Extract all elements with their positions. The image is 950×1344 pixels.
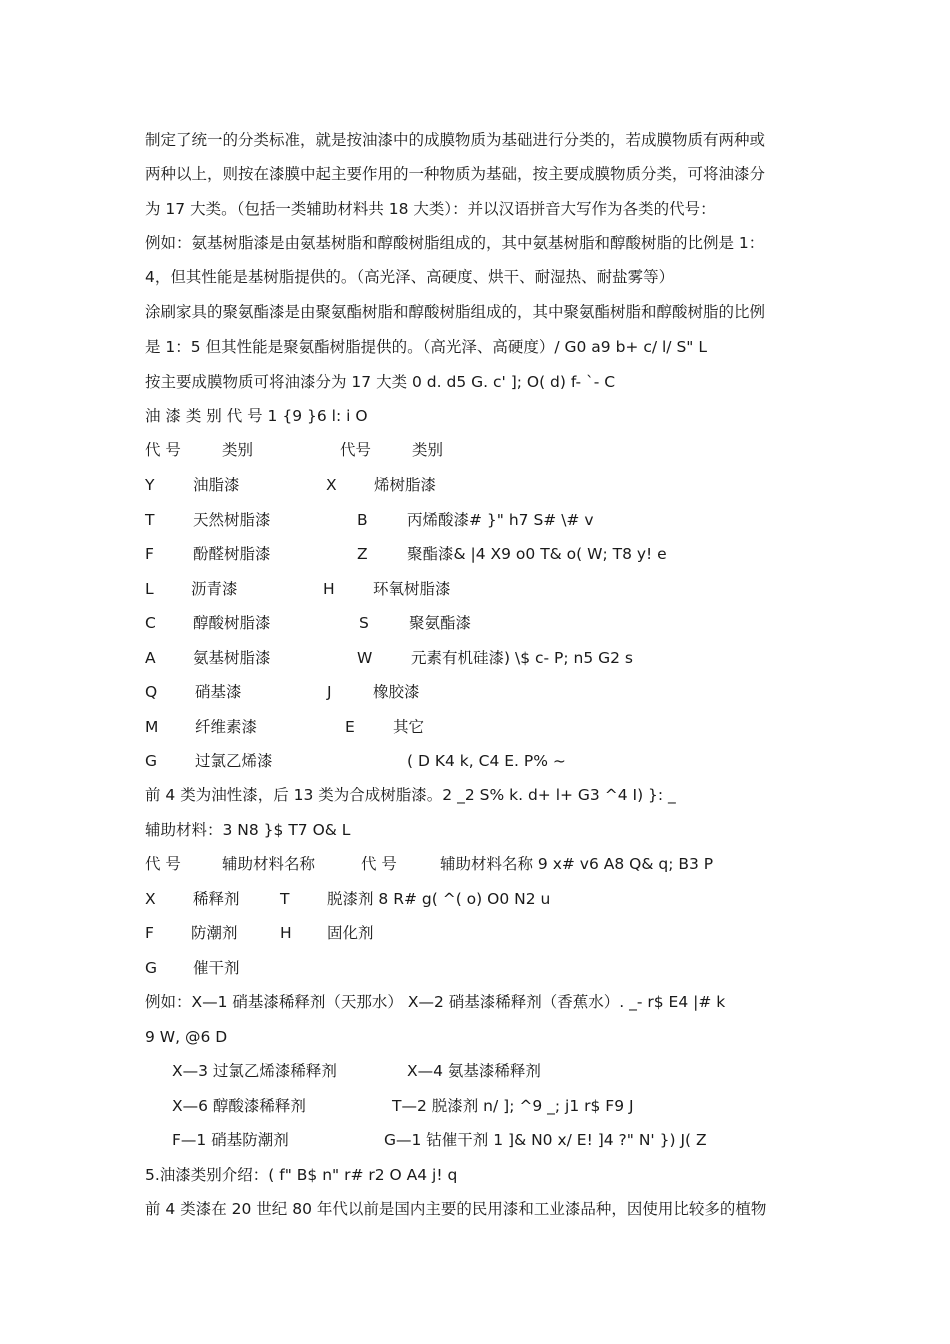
table-cell: 防潮剂 bbox=[191, 924, 238, 942]
table-cell: 脱漆剂 8 R# g( ^( o) O0 N2 u bbox=[327, 890, 551, 908]
table-cell: T bbox=[145, 511, 155, 529]
table-cell: 催干剂 bbox=[193, 959, 240, 977]
table-cell: S bbox=[359, 614, 369, 632]
table-cell: L bbox=[145, 580, 154, 598]
text-line: 按主要成膜物质可将油漆分为 17 大类 0 d. d5 G. c' ]; O( d) f- `- C bbox=[145, 373, 616, 391]
example-item: X—6 醇酸漆稀释剂 bbox=[172, 1097, 306, 1115]
table-cell: 丙烯酸漆# }" h7 S# \# v bbox=[407, 511, 594, 529]
table-cell: Q bbox=[145, 683, 158, 701]
table-header-cell: 辅助材料名称 bbox=[222, 855, 316, 873]
table-cell: E bbox=[345, 718, 355, 736]
text-line: 前 4 类为油性漆，后 13 类为合成树脂漆。2 _2 S% k. d+ l+ G3 ^4 I) }: _ bbox=[145, 786, 676, 804]
text-line: 涂刷家具的聚氨酯漆是由聚氨酯树脂和醇酸树脂组成的，其中聚氨酯树脂和醇酸树脂的比例 bbox=[145, 303, 766, 321]
table-cell: H bbox=[323, 580, 335, 598]
example-item: X—4 氨基漆稀释剂 bbox=[407, 1062, 541, 1080]
text-line: 4，但其性能是基树脂提供的。（高光泽、高硬度、烘干、耐湿热、耐盐雾等） bbox=[145, 268, 675, 286]
table-cell: G bbox=[145, 752, 158, 770]
table-cell: X bbox=[326, 476, 337, 494]
table-cell: F bbox=[145, 545, 154, 563]
table-cell: 醇酸树脂漆 bbox=[193, 614, 271, 632]
table-cell: 沥青漆 bbox=[191, 580, 238, 598]
table-cell: C bbox=[145, 614, 156, 632]
table-cell: X bbox=[145, 890, 156, 908]
table-cell: F bbox=[145, 924, 154, 942]
table-header-cell: 代 号 bbox=[145, 855, 181, 873]
table-cell: W bbox=[357, 649, 373, 667]
table-cell: 元素有机硅漆) \$ c- P; n5 G2 s bbox=[411, 649, 634, 667]
table-cell: 过氯乙烯漆 bbox=[195, 752, 273, 770]
table-header-cell: 代号 bbox=[340, 441, 372, 459]
table-cell: 油脂漆 bbox=[193, 476, 240, 494]
table-cell: H bbox=[280, 924, 292, 942]
text-line: 为 17 大类。（包括一类辅助材料共 18 大类）：并以汉语拼音大写作为各类的代号： bbox=[145, 200, 716, 218]
text-line: 油 漆 类 别 代 号 1 {9 }6 l: i O bbox=[145, 407, 368, 425]
table-cell: 固化剂 bbox=[327, 924, 374, 942]
table-header-cell: 类别 bbox=[412, 441, 444, 459]
table-header-cell: 辅助材料名称 9 x# v6 A8 Q& q; B3 P bbox=[440, 855, 714, 873]
table-cell: 硝基漆 bbox=[195, 683, 242, 701]
table-cell: 聚酯漆& |4 X9 o0 T& o( W; T8 y! e bbox=[407, 545, 667, 563]
table-cell: 纤维素漆 bbox=[195, 718, 258, 736]
table-cell: M bbox=[145, 718, 159, 736]
example-item: X—3 过氯乙烯漆稀释剂 bbox=[172, 1062, 337, 1080]
table-cell: B bbox=[357, 511, 368, 529]
table-cell: 氨基树脂漆 bbox=[193, 649, 271, 667]
text-line: 例如：X—1 硝基漆稀释剂（天那水） X—2 硝基漆稀释剂（香蕉水）. _- r$ E4 |# k bbox=[145, 993, 726, 1011]
example-item: F—1 硝基防潮剂 bbox=[172, 1131, 289, 1149]
table-cell: 烯树脂漆 bbox=[374, 476, 437, 494]
table-header-cell: 代 号 bbox=[361, 855, 397, 873]
table-cell: 天然树脂漆 bbox=[193, 511, 271, 529]
text-line: 9 W, @6 D bbox=[145, 1028, 228, 1046]
text-line: 是 1：5 但其性能是聚氨酯树脂提供的。（高光泽、高硬度）/ G0 a9 b+ c/ l/ S" L bbox=[145, 338, 707, 356]
example-item: T—2 脱漆剂 n/ ]; ^9 _; j1 r$ F9 J bbox=[392, 1097, 634, 1115]
table-cell: T bbox=[280, 890, 290, 908]
text-line: 两种以上，则按在漆膜中起主要作用的一种物质为基础，按主要成膜物质分类，可将油漆分 bbox=[145, 165, 766, 183]
table-header-cell: 类别 bbox=[222, 441, 254, 459]
table-cell: 环氧树脂漆 bbox=[373, 580, 451, 598]
table-cell: 聚氨酯漆 bbox=[409, 614, 472, 632]
table-cell: G bbox=[145, 959, 158, 977]
section-heading: 辅助材料：3 N8 }$ T7 O& L bbox=[145, 821, 351, 839]
table-cell: 其它 bbox=[393, 718, 425, 736]
table-header-cell: 代 号 bbox=[145, 441, 181, 459]
table-cell: 稀释剂 bbox=[193, 890, 240, 908]
text-line: 例如：氨基树脂漆是由氨基树脂和醇酸树脂组成的，其中氨基树脂和醇酸树脂的比例是 1： bbox=[145, 234, 765, 252]
table-cell: J bbox=[327, 683, 332, 701]
table-cell: ( D K4 k, C4 E. P% ~ bbox=[407, 752, 566, 770]
table-cell: 酚醛树脂漆 bbox=[193, 545, 271, 563]
text-line: 制定了统一的分类标准，就是按油漆中的成膜物质为基础进行分类的，若成膜物质有两种或 bbox=[145, 131, 766, 149]
example-item: G—1 钴催干剂 1 ]& N0 x/ E! ]4 ?" N' }) J( Z bbox=[384, 1131, 707, 1149]
text-line: 前 4 类漆在 20 世纪 80 年代以前是国内主要的民用漆和工业漆品种，因使用比较多的植物 bbox=[145, 1200, 767, 1218]
table-cell: Y bbox=[145, 476, 155, 494]
table-cell: Z bbox=[357, 545, 368, 563]
table-cell: 橡胶漆 bbox=[373, 683, 420, 701]
section-heading: 5.油漆类别介绍：( f" B$ n" r# r2 O A4 j! q bbox=[145, 1166, 458, 1184]
table-cell: A bbox=[145, 649, 156, 667]
